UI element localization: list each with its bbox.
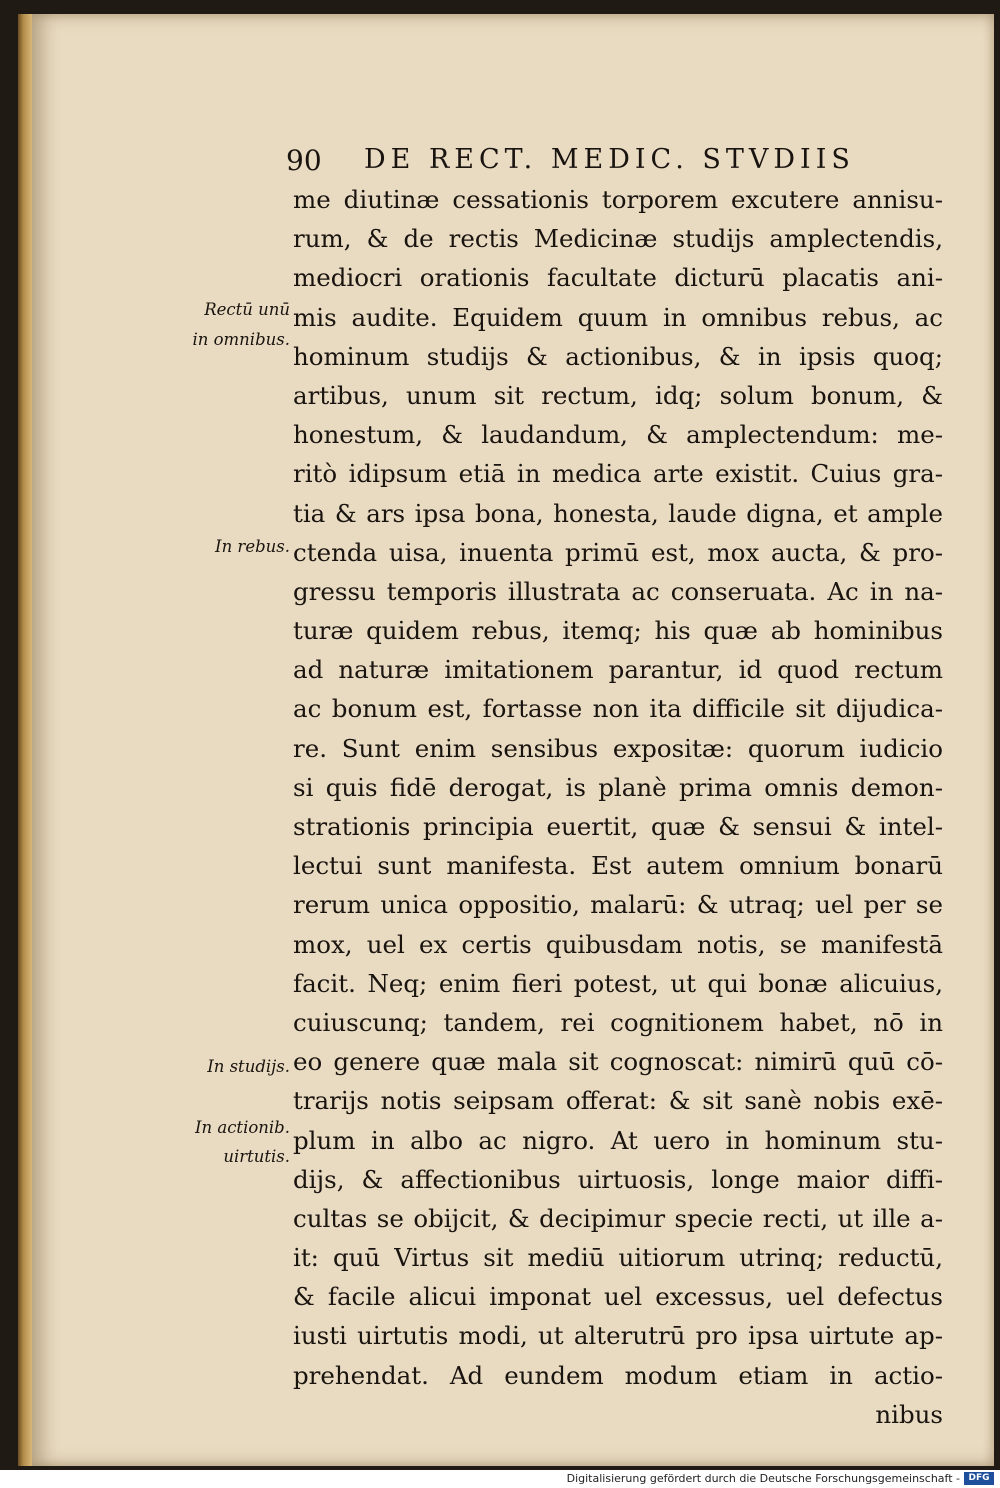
text-line: lectui sunt manifesta. Est autem omnium bonarū — [293, 851, 943, 881]
text-line: strationis principia euertit, quæ & sensui & intel- — [293, 812, 943, 841]
text-line: rum, & de rectis Medicinæ studijs amplectendis, — [293, 224, 943, 254]
text-line: ad naturæ imitationem parantur, id quod rectum — [293, 655, 943, 685]
marginal-note: uirtutis. — [223, 1147, 290, 1166]
text-line: plum in albo ac nigro. At uero in hominum stu- — [293, 1125, 943, 1155]
main-text-block — [293, 180, 943, 1434]
marginal-note: in omnibus. — [192, 330, 290, 349]
funding-credit: Digitalisierung gefördert durch die Deutsche Forschungsgemeinschaft - — [566, 1472, 960, 1485]
text-line: cultas se obijcit, & decipimur specie recti, ut ille a- — [293, 1203, 943, 1233]
text-line: artibus, unum sit rectum, idq; solum bonum, & — [293, 380, 943, 410]
text-line: ctenda uisa, inuenta primū est, mox aucta, & pro- — [293, 537, 943, 567]
marginal-note: Rectū unū — [204, 300, 290, 319]
marginal-note: In studijs. — [207, 1057, 290, 1076]
text-line: gressu temporis illustrata ac conseruata. Ac in na- — [293, 576, 943, 606]
text-line: me diutinæ cessationis torporem excutere annisu- — [293, 185, 943, 214]
text-line: dijs, & affectionibus uirtuosis, longe maior diffi- — [293, 1164, 943, 1194]
page-gilt-edge — [18, 14, 32, 1466]
text-line: trarijs notis seipsam offerat: & sit sanè nobis exē- — [293, 1086, 943, 1116]
text-line: si quis fidē derogat, is planè prima omnis demon- — [293, 772, 943, 802]
text-line: it: quū Virtus sit mediū uitiorum utrinq; reductū, — [293, 1243, 943, 1273]
page-header — [286, 142, 886, 182]
text-line: iusti uirtutis modi, ut alterutrū pro ipsa uirtute ap- — [293, 1321, 943, 1351]
text-line: tia & ars ipsa bona, honesta, laude digna, et ample — [293, 498, 943, 528]
text-line: turæ quidem rebus, itemq; his quæ ab hominibus — [293, 616, 943, 646]
page-number: 90 — [286, 144, 322, 177]
dfg-logo: DFG — [964, 1472, 994, 1485]
digitization-footer — [0, 1470, 1000, 1488]
text-line: eo genere quæ mala sit cognoscat: nimirū quū cō- — [293, 1047, 943, 1077]
text-line: rerum unica oppositio, malarū: & utraq; uel per se — [293, 890, 943, 920]
text-line: facit. Neq; enim fieri potest, ut qui bonæ alicuius, — [293, 968, 943, 998]
catchword: nibus — [875, 1399, 943, 1429]
text-line: mediocri orationis facultate dicturū placatis ani- — [293, 263, 943, 293]
text-line: hominum studijs & actionibus, & in ipsis quoq; — [293, 341, 943, 371]
text-line: ac bonum est, fortasse non ita difficile sit dijudica- — [293, 694, 943, 724]
marginal-note: In rebus. — [215, 537, 290, 556]
text-line: ritò idipsum etiā in medica arte existit. Cuius gra- — [293, 459, 943, 489]
text-line: mis audite. Equidem quum in omnibus rebus, ac — [293, 302, 943, 332]
text-line: prehendat. Ad eundem modum etiam in actio- — [293, 1360, 943, 1390]
text-line: honestum, & laudandum, & amplectendum: me- — [293, 420, 943, 450]
text-line: re. Sunt enim sensibus expositæ: quorum iudicio — [293, 733, 943, 763]
text-line: mox, uel ex certis quibusdam notis, se manifestā — [293, 929, 943, 959]
running-title: DE RECT. MEDIC. STVDIIS — [364, 144, 855, 175]
marginal-note: In actionib. — [194, 1118, 290, 1137]
text-line: & facile alicui imponat uel excessus, uel defectus — [293, 1282, 943, 1312]
text-line: cuiuscunq; tandem, rei cognitionem habet, nō in — [293, 1007, 943, 1037]
